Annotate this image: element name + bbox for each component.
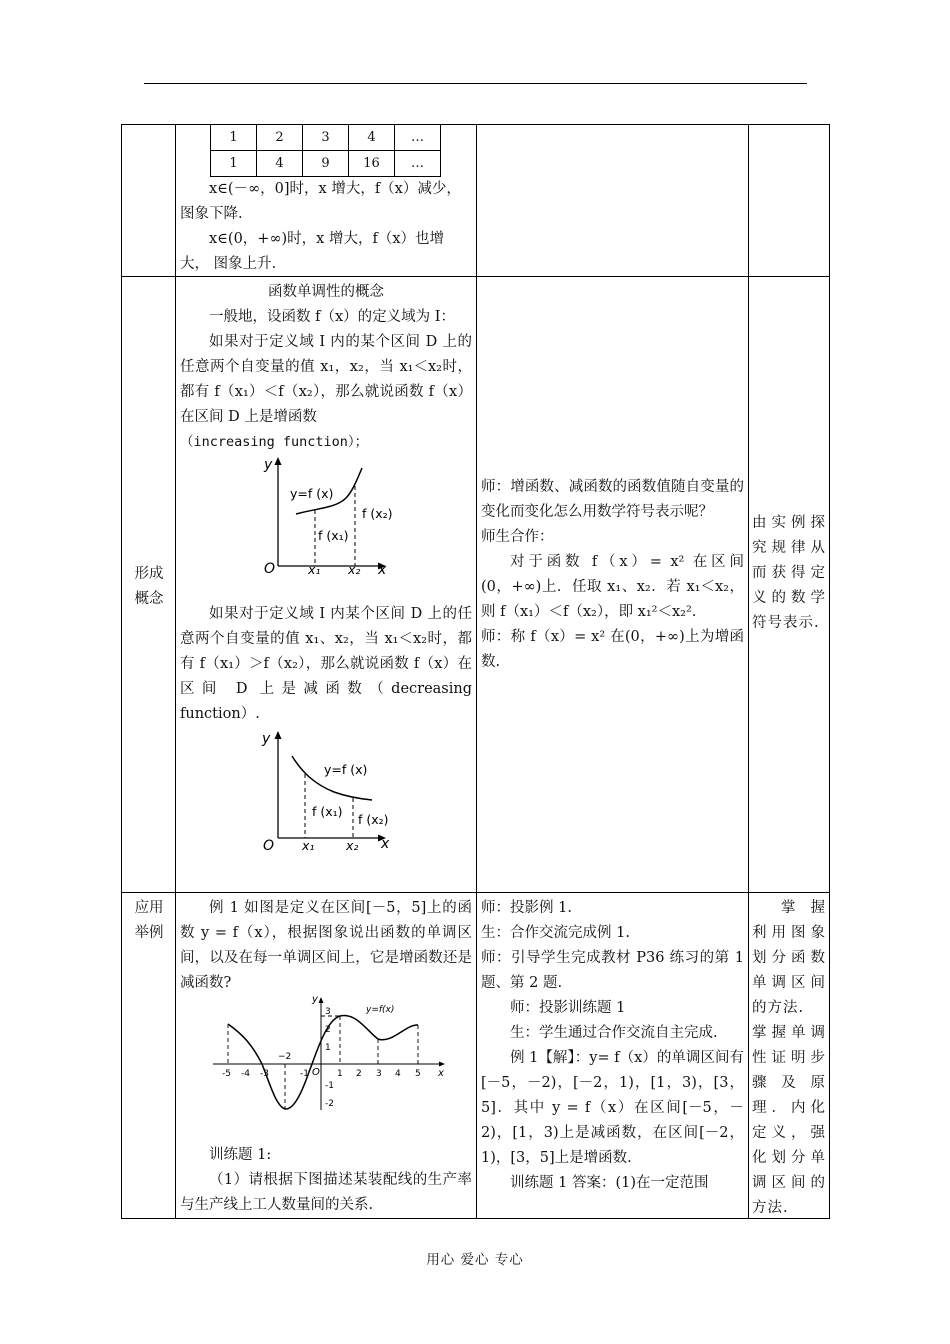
design-intent: 由实例探究规律从而获得定义的数学符号表示.: [752, 515, 826, 631]
decreasing-definition: 如果对于定义域 I 内某个区间 D 上的任意两个自变量的值 x₁、x₂，当 x₁＜x₂时，都有 f（x₁）＞f（x₂），那么就说函数 f（x）在区间 D 上是减函数（decreasing function）.: [180, 606, 472, 722]
y-tick-label: 1: [325, 1043, 331, 1053]
y-label: y: [264, 457, 273, 473]
table-cell: 16: [349, 151, 395, 177]
example-1-solution: 例 1【解】：y= f（x）的单调区间有[－5，－2)，[－2，1)，[1，3)，[3，5]．其中 y = f（x）在区间[－5，－2)，[1，3)上是减函数，在区间[－2，1)，[3，5]上是增函数.: [481, 1050, 744, 1166]
table-border-bottom: [121, 1218, 830, 1219]
row3-col4-text: [752, 896, 826, 1221]
text-line: 大， 图象上升.: [180, 256, 277, 272]
curve-label: y=f (x): [324, 762, 368, 777]
x-tick-label: 5: [415, 1069, 421, 1079]
curve-label: y=f(x): [366, 1005, 395, 1015]
concept-heading: 函数单调性的概念: [268, 284, 384, 300]
table-cell: 9: [303, 151, 349, 177]
example-1-graph: [208, 992, 450, 1118]
x-tick-label: -3: [260, 1069, 269, 1079]
table-border-col2: [476, 124, 477, 1219]
function-curve: [228, 1015, 418, 1109]
teacher-student-cooperation: 师生合作：: [481, 529, 554, 545]
table-cell: 1: [211, 151, 257, 177]
y-tick-label: 2: [325, 1025, 331, 1035]
table-border-col3: [748, 124, 749, 1219]
curve-label: y=f (x): [290, 486, 334, 501]
y-label: y: [312, 994, 318, 1005]
example-1-question: 例 1 如图是定义在区间[－5，5]上的函数 y = f（x），根据图象说出函数的单调区间，以及在每一单调区间上，它是增函数还是减函数?: [180, 900, 472, 991]
table-cell: 1: [211, 125, 257, 151]
origin-label: O: [312, 1067, 320, 1078]
objective-1: 掌握利用图象划分函数单调区间的方法.: [752, 900, 826, 1016]
x-tick-label: -1: [300, 1069, 309, 1079]
x-tick-label: -4: [241, 1069, 250, 1079]
value-table: [210, 124, 441, 177]
table-cell: 4: [349, 125, 395, 151]
x1-label: x₁: [308, 562, 321, 577]
x-tick-label: 3: [376, 1069, 382, 1079]
x-tick-label: -5: [222, 1069, 231, 1079]
teacher-project: 师：投影例 1.: [481, 900, 572, 916]
teacher-conclusion: 师：称 f（x）= x² 在(0，+∞)上为增函数.: [481, 629, 744, 670]
table-cell: 3: [303, 125, 349, 151]
table-cell: 2: [257, 125, 303, 151]
exercise-question: （1）请根据下图描述某装配线的生产率与生产线上工人数量间的关系.: [180, 1172, 472, 1213]
increasing-definition: 如果对于定义域 I 内的某个区间 D 上的任意两个自变量的值 x₁，x₂，当 x₁＜x₂时，都有 f（x₁）＜f（x₂），那么就说函数 f（x）在区间 D 上是增函数: [180, 334, 472, 425]
x-label: x: [381, 836, 390, 852]
origin-label: O: [264, 561, 276, 577]
teacher-guide: 师：引导学生完成教材 P36 练习的第 1 题、第 2 题.: [481, 950, 744, 991]
x-tick-label: 1: [337, 1069, 343, 1079]
row2-col2-bottom: [180, 602, 472, 727]
exercise-title: 训练题 1:: [209, 1147, 272, 1163]
table-border-right: [829, 124, 830, 1219]
row3-col3-text: [481, 896, 744, 1196]
x-tick-label: 4: [395, 1069, 401, 1079]
text-line: x∈(0，+∞)时，x 增大，f（x）也增: [209, 231, 445, 247]
y-tick-label: -1: [325, 1081, 334, 1091]
x-tick-label: 2: [356, 1069, 362, 1079]
x-label: x: [438, 1068, 444, 1079]
teacher-question: 师：增函数、减函数的函数值随自变量的变化而变化怎么用数学符号表示呢？: [481, 479, 744, 520]
x1-label: x₁: [302, 838, 315, 853]
table-border-col1: [175, 124, 176, 1219]
example-x-squared: 对于函数 f（x）= x² 在区间(0，+∞)上．任取 x₁、x₂．若 x₁＜x₂，则 f（x₁）＜f（x₂），即 x₁²＜x₂².: [481, 554, 744, 620]
table-border-left: [121, 124, 122, 1219]
objective-2: 掌握单调性证明步骤及原理．内化定义，强化划分单调区间的方法.: [752, 1025, 826, 1216]
row2-col4-text: [752, 511, 826, 636]
row3-label: 应用举例: [134, 900, 164, 941]
y-axis-arrow: [275, 731, 282, 739]
increasing-term: （increasing function）；: [180, 434, 369, 450]
table-row: [211, 125, 441, 151]
y-label: y: [262, 731, 271, 747]
fx1-label: f (x₁): [312, 804, 343, 819]
table-cell: …: [395, 125, 441, 151]
row3-col2-top: [180, 896, 472, 996]
fx2-label: f (x₂): [358, 812, 389, 827]
concept-intro: 一般地，设函数 f（x）的定义域为 I：: [209, 309, 455, 325]
header-rule: [144, 83, 807, 84]
x2-label: x₂: [346, 838, 359, 853]
y-tick-label: -2: [325, 1099, 334, 1109]
x-label: x: [378, 562, 387, 578]
table-row: [211, 151, 441, 177]
y-axis-arrow: [319, 997, 324, 1003]
row1-col2-text: [180, 177, 472, 277]
fx2-label: f (x₂): [362, 506, 393, 521]
x2-label: x₂: [348, 562, 361, 577]
exercise-answer: 训练题 1 答案：(1)在一定范围: [510, 1175, 709, 1191]
minus-two-label: −2: [278, 1052, 292, 1062]
x-axis-arrow: [439, 1062, 445, 1067]
student-complete: 生：学生通过合作交流自主完成.: [510, 1025, 718, 1041]
row2-label: 形成概念: [134, 566, 164, 607]
decreasing-function-graph: [258, 726, 408, 854]
row2-col2-top: [180, 280, 472, 455]
text-line: x∈(－∞，0]时，x 增大，f（x）减少，: [209, 181, 461, 197]
teacher-project-exercise: 师：投影训练题 1: [510, 1000, 626, 1016]
text-line: 图象下降.: [180, 206, 243, 222]
page-footer: 用心 爱心 专心: [426, 1252, 524, 1268]
table-row-divider-2: [121, 892, 830, 893]
table-cell: …: [395, 151, 441, 177]
fx1-label: f (x₁): [318, 528, 349, 543]
table-cell: 4: [257, 151, 303, 177]
y-axis-arrow: [275, 457, 282, 465]
row2-col3-text: [481, 475, 744, 675]
increasing-function-graph: [258, 452, 408, 578]
student-cooperate: 生：合作交流完成例 1.: [481, 925, 630, 941]
row3-col2-bottom: [180, 1143, 472, 1218]
origin-label: O: [263, 838, 275, 854]
y-tick-label: 3: [325, 1007, 331, 1017]
